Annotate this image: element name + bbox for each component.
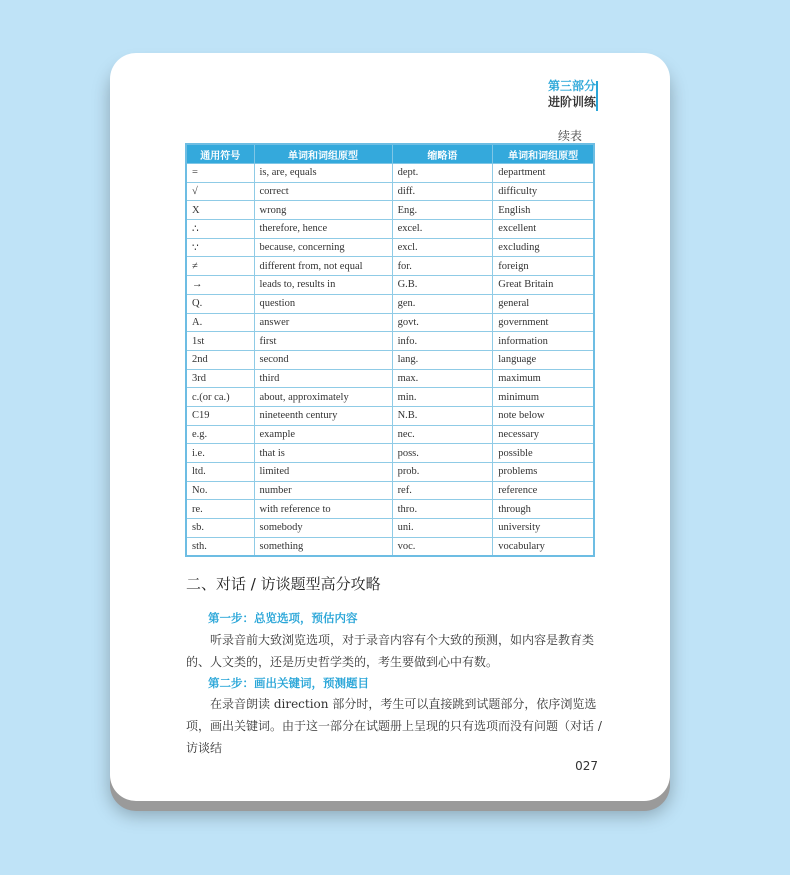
cell-abbreviation: min. [392,388,493,407]
step2-paragraph: 在录音朗读 direction 部分时，考生可以直接跳到试题部分，依序浏览选项，画出关键词。由于这一部分在试题册上呈现的只有选项而没有问题（对话 / 访谈结 [186,697,602,755]
cell-word: second [254,350,392,369]
cell-symbol: e.g. [186,425,254,444]
cell-symbol: sb. [186,519,254,538]
cell-symbol: re. [186,500,254,519]
cell-word: is, are, equals [254,164,392,183]
cell-word: about, approximately [254,388,392,407]
cell-word: nineteenth century [254,406,392,425]
cell-word-2: possible [493,444,594,463]
cell-symbol: 3rd [186,369,254,388]
cell-abbreviation: excl. [392,238,493,257]
cell-word-2: maximum [493,369,594,388]
table-row [186,238,594,257]
table-row [186,182,594,201]
cell-abbreviation: ref. [392,481,493,500]
step2-title: 第二步：画出关键词，预测题目 [208,676,369,690]
cell-word-2: information [493,332,594,351]
cell-abbreviation: lang. [392,350,493,369]
table-row [186,406,594,425]
header-word: 单词和词组原型 [254,144,392,164]
cell-abbreviation: thro. [392,500,493,519]
cell-word: somebody [254,519,392,538]
cell-symbol: sth. [186,537,254,556]
header-abbreviation: 缩略语 [392,144,493,164]
table-row [186,350,594,369]
table-body [186,164,594,557]
cell-abbreviation: excel. [392,220,493,239]
cell-word: different from, not equal [254,257,392,276]
cell-word-2: necessary [493,425,594,444]
cell-word: leads to, results in [254,276,392,295]
cell-word-2: foreign [493,257,594,276]
table-row [186,519,594,538]
cell-abbreviation: prob. [392,463,493,482]
section-title: 二、对话 / 访谈题型高分攻略 [186,575,381,593]
cell-word-2: English [493,201,594,220]
cell-symbol: → [186,276,254,295]
cell-word-2: problems [493,463,594,482]
table-row [186,313,594,332]
header-symbol: 通用符号 [186,144,254,164]
part-label: 第三部分 [547,79,596,93]
cell-word-2: excellent [493,220,594,239]
cell-abbreviation: for. [392,257,493,276]
cell-word-2: excluding [493,238,594,257]
cell-symbol: ∴ [186,220,254,239]
cell-abbreviation: diff. [392,182,493,201]
cell-abbreviation: G.B. [392,276,493,295]
cell-symbol: = [186,164,254,183]
cell-word-2: vocabulary [493,537,594,556]
header-word-2: 单词和词组原型 [493,144,594,164]
cell-symbol: ltd. [186,463,254,482]
cell-word-2: department [493,164,594,183]
cell-word-2: language [493,350,594,369]
cell-word-2: Great Britain [493,276,594,295]
table-row [186,537,594,556]
table-row [186,444,594,463]
cell-abbreviation: info. [392,332,493,351]
table-row [186,463,594,482]
cell-symbol: ≠ [186,257,254,276]
page-number: 027 [575,759,598,773]
cell-word: because, concerning [254,238,392,257]
table-row [186,369,594,388]
book-page [110,53,670,801]
table-row [186,481,594,500]
cell-word: first [254,332,392,351]
cell-abbreviation: uni. [392,519,493,538]
running-header [548,78,596,110]
cell-symbol: No. [186,481,254,500]
cell-word: wrong [254,201,392,220]
cell-symbol: c.(or ca.) [186,388,254,407]
cell-abbreviation: govt. [392,313,493,332]
step1-title: 第一步：总览选项，预估内容 [208,611,358,625]
table-row [186,201,594,220]
cell-symbol: 2nd [186,350,254,369]
cell-symbol: i.e. [186,444,254,463]
continued-label: 续表 [557,129,582,143]
cell-abbreviation: Eng. [392,201,493,220]
cell-word-2: minimum [493,388,594,407]
part-title: 进阶训练 [547,95,596,109]
cell-word-2: note below [493,406,594,425]
cell-word: answer [254,313,392,332]
abbreviation-table [185,143,595,557]
cell-word: correct [254,182,392,201]
cell-symbol: Q. [186,294,254,313]
cell-abbreviation: nec. [392,425,493,444]
cell-symbol: √ [186,182,254,201]
cell-word: that is [254,444,392,463]
cell-word: therefore, hence [254,220,392,239]
cell-symbol: A. [186,313,254,332]
cell-symbol: ∵ [186,238,254,257]
cell-word: with reference to [254,500,392,519]
cell-abbreviation: poss. [392,444,493,463]
step1-paragraph: 听录音前大致浏览选项，对于录音内容有个大致的预测，如内容是教育类的、人文类的，还是历史哲学类的，考生要做到心中有数。 [186,633,595,669]
table-row [186,332,594,351]
cell-word-2: through [493,500,594,519]
table-header-row [186,144,594,164]
table-row [186,276,594,295]
cell-word-2: reference [493,481,594,500]
table-row [186,294,594,313]
table-row [186,388,594,407]
cell-word-2: difficulty [493,182,594,201]
cell-word: number [254,481,392,500]
cell-abbreviation: dept. [392,164,493,183]
cell-symbol: 1st [186,332,254,351]
cell-abbreviation: voc. [392,537,493,556]
table-row [186,164,594,183]
cell-abbreviation: gen. [392,294,493,313]
cell-word: something [254,537,392,556]
cell-word: third [254,369,392,388]
cell-symbol: X [186,201,254,220]
cell-abbreviation: max. [392,369,493,388]
table-row [186,500,594,519]
cell-word-2: general [493,294,594,313]
cell-word: limited [254,463,392,482]
table-row [186,257,594,276]
table-row [186,425,594,444]
cell-word-2: university [493,519,594,538]
table-row [186,220,594,239]
cell-word: question [254,294,392,313]
cell-word-2: government [493,313,594,332]
cell-symbol: C19 [186,406,254,425]
cell-abbreviation: N.B. [392,406,493,425]
header-accent-bar [596,81,598,111]
cell-word: example [254,425,392,444]
